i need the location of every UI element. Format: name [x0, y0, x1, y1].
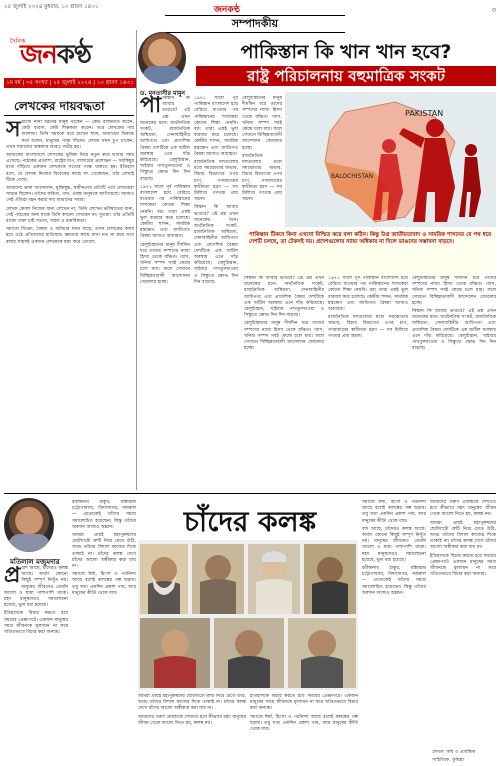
portrait-collage — [138, 540, 358, 690]
left-dropcap: স — [6, 120, 21, 142]
bottom-col-5 — [362, 500, 426, 762]
masthead-title — [20, 34, 91, 78]
masthead-dark: কণ্ঠ — [56, 40, 91, 70]
left-para5: সমাজে বিভেদ, বৈষম্য ও অবিচার যখন বাড়ে, তখন লেখকের কলম হয়ে ওঠে প্রতিবাদের হাতিয়ার। ক্ষমতার কাছে মাথা নত না করে সত্য বলার সাহসই একজন লেখককে মহৎ করে তোলে। — [6, 227, 134, 245]
bottom-dropcap: প্র — [4, 566, 21, 588]
editorial-col3-text: বেলুচিস্তানের মানুষ দীর্ঘদিন ধরে তাদের সম্পদের ন্যায্য হিস্যা থেকে বঞ্চিত। গ্যাস, খনিজ সম্পদ সবই কেন্দ্রে চলে যায়। ফলে সেখানে বিচ্ছিন্নতাবাদী আন্দোলন জোরদার হচ্ছে। — [242, 96, 282, 151]
bottom-col4-text: ইতিহাসকে বিচার করতে হবে সময়ের প্রেক্ষাপটে। একজন মানুষের সমগ্র জীবনকে মূল্যায়ন না করে খণ্ডিতভাবে বিচার করা অন্যায়। — [250, 694, 358, 712]
section-banner — [165, 15, 345, 33]
collage-svg — [138, 540, 358, 690]
masthead-datebar: ১ম বর্ষ | ৩৫ সংখ্যা | ২৫ জুলাই ২০২৪ | ১০ শ্রাবণ ১৪৩১ — [4, 78, 136, 88]
bottom-title: চাঁদের কলঙ্ক — [183, 505, 317, 538]
editorial-col1-extra: ১৯৭১ সালে পূর্ব পাকিস্তান বাংলাদেশ হয়ে বেরিয়ে যাওয়ার পর পাকিস্তানের শাসকেরা কোনো শিক্ষা নেয়নি। বরং তারা একই ভুল বারবার করে চলেছে। কেন্দ্রীয় শাসন, সামরিক হস্তক্ষেপ এবং জাতিগত বৈষম্য আজও অব্যাহত। — [140, 184, 190, 240]
brand-small: জনকণ্ঠ — [214, 5, 240, 15]
map-label-baloch: BALOCHISTAN — [331, 173, 374, 180]
masthead — [4, 32, 126, 76]
editorial-headline: পাকিস্তান কি খান খান হবে? — [240, 41, 452, 63]
bottom-col3-text: আমরা প্রায়ই মহাপুরুষদের ছোটখাটো ত্রুটি নিয়ে মেতে উঠি, অথচ তাঁদের বিশাল কাজের দিকে তাকাই না। চাঁদের কলঙ্ক দেখে চাঁদের আলো অস্বীকার করা যায় না। — [138, 694, 246, 712]
bottom-col-3 — [138, 694, 246, 762]
issue-date: ২৫ জুলাই ২০২৪ বুধবার, ১০ শ্রাবণ ১৪৩১ — [4, 4, 99, 10]
editorial-col2-text: ১৯৭১ সালে পূর্ব পাকিস্তান বাংলাদেশ হয়ে বেরিয়ে যাওয়ার পর পাকিস্তানের শাসকেরা কোনো শিক্ষা নেয়নি। বরং তারা একই ভুল বারবার করে চলেছে। কেন্দ্রীয় শাসন, সামরিক হস্তক্ষেপ এবং জাতিগত বৈষম্য আজও অব্যাহত। — [194, 96, 238, 157]
editorial-subheadline: রাষ্ট্র পরিচালনায় বহুমাত্রিক সংকট — [196, 66, 496, 86]
bottom-col3-extra: আমাদের তরুণ প্রজন্মকে শেখাতে হবে কীভাবে মহৎ মানুষের জীবন থেকে আলো নিতে হয়, কলঙ্ক নয়। — [138, 714, 246, 726]
editorial-col-2 — [194, 96, 238, 486]
map-svg — [285, 92, 496, 227]
editorial-col4-b: বেলুচিস্তানের মানুষ দীর্ঘদিন ধরে তাদের সম্পদের ন্যায্য হিস্যা থেকে বঞ্চিত। গ্যাস, খনিজ সম্পদ সবই কেন্দ্রে চলে যায়। ফলে সেখানে বিচ্ছিন্নতাবাদী আন্দোলন জোরদার হচ্ছে। — [244, 321, 324, 352]
editorial-col6-b: কিস্তান কি আবার ভাঙবে? এই প্রশ্ন এখন অনেকের মনে। অর্থনৈতিক সংকট, রাজনৈতিক অস্থিরতা, সেনাবাহিনীর আধিপত্য এবং প্রাদেশিক বৈষম্য দেশটিকে এক জটিল অবস্থায় এনে দাঁড় করিয়েছে। বেলুচিস্তান, খাইবার পাখতুনখাওয়া ও সিন্ধুতে ক্ষোভ দিন দিন বাড়ছে। — [412, 309, 496, 352]
bottom-signature: লেখক: কবি ও প্রাবন্ধিক — [432, 750, 476, 755]
bottom-col-1 — [4, 566, 68, 762]
editorial-col4-a: কিস্তান কি আবার ভাঙবে? এই প্রশ্ন এখন অনেকের মনে। অর্থনৈতিক সংকট, রাজনৈতিক অস্থিরতা, সেনাবাহিনীর আধিপত্য এবং প্রাদেশিক বৈষম্য দেশটিকে এক জটিল অবস্থায় এনে দাঁড় করিয়েছে। বেলুচিস্তান, খাইবার পাখতুনখাওয়া ও সিন্ধুতে ক্ষোভ দিন দিন বাড়ছে। — [244, 276, 324, 319]
bottom-col2-text: রবীন্দ্রনাথ ঠাকুর, বঙ্কিমচন্দ্র চট্টোপাধ্যায়, বিদ্যাসাগর, নজরুল — প্রত্যেকেই তাঁদের সময়ে সমালোচিত হয়েছেন। কিন্তু তাঁদের অবদান আজও অম্লান। — [72, 500, 136, 530]
editorial-col5-b: রাজনৈতিক দলগুলোর মধ্যে সমঝোতার অভাব, বিচার বিভাগের ওপর চাপ, গণমাধ্যমের স্বাধীনতা হরণ — সব মিলিয়ে গণতন্ত্র প্রায় অচল। — [328, 315, 408, 339]
editorial-pullquote: পাকিস্তান টিকবে কিনা এখনো নিশ্চিত করে বলা কঠিন। কিন্তু উগ্র জাতীয়তাবাদ ও সামরিক শাসনের যে পথ ধরে দেশটি চলছে, তা টেকসই নয়। প্রদেশগুলোর ন্যায্য অধিকার না দিলে ভাঙনের সম্ভাবনা বাড়বে। — [245, 230, 495, 273]
section-divider — [4, 493, 496, 494]
left-heading — [4, 95, 134, 116]
editorial-col-1 — [140, 96, 190, 486]
bottom-col-6 — [430, 500, 496, 746]
left-column — [6, 120, 134, 492]
editorial-col3-extra: রাজনৈতিক দলগুলোর মধ্যে সমঝোতার অভাব, বিচার বিভাগের ওপর চাপ, গণমাধ্যমের স্বাধীনতা হরণ — সব মিলিয়ে গণতন্ত্র প্রায় অচল। — [242, 153, 282, 203]
bottom-col1-extra: ইতিহাসকে বিচার করতে হবে সময়ের প্রেক্ষাপটে। একজন মানুষের সমগ্র জীবনকে মূল্যায়ন না করে খণ্ডিতভাবে বিচার করা অন্যায়। — [4, 611, 68, 636]
bottom-col2-extra: আমরা প্রায়ই মহাপুরুষদের ছোটখাটো ত্রুটি নিয়ে মেতে উঠি, অথচ তাঁদের বিশাল কাজের দিকে তাকাই না। চাঁদের কলঙ্ক দেখে চাঁদের আলো অস্বীকার করা যায় না। — [72, 533, 136, 570]
bottom-col4-extra: সমাজে ঈর্ষা, হিংসা ও পরনিন্দা আছে বলেই কলঙ্কের গল্প ছড়ায়। তবু সত্য একদিন প্রকাশ পায়, আর মানুষের কীর্তি থেকে যায়। — [250, 714, 358, 733]
bottom-col6-text: আমাদের তরুণ প্রজন্মকে শেখাতে হবে কীভাবে মহৎ মানুষের জীবন থেকে আলো নিতে হয়, কলঙ্ক নয়। — [430, 500, 496, 518]
bottom-col5-extra: বাদ আছে, চাঁদেরও কলঙ্ক আছে। অর্থাৎ কোনো কিছুই সম্পূর্ণ নিখুঁত নয়। মানুষের জীবনেও তেমনি আলো ও ছায়া পাশাপাশি থাকে। মহৎ মানুষদেরও সমালোচনা হয়েছে, ভুল ধরা হয়েছে। — [362, 526, 426, 563]
top-bar — [4, 2, 496, 14]
bottom-author: মতিলাল মজুমদার — [10, 558, 60, 566]
bottom-col6-extra: আমরা প্রায়ই মহাপুরুষদের ছোটখাটো ত্রুটি নিয়ে মেতে উঠি, অথচ তাঁদের বিশাল কাজের দিকে তাকাই না। চাঁদের কলঙ্ক দেখে চাঁদের আলো অস্বীকার করা যায় না। — [430, 520, 496, 551]
bottom-author-photo — [4, 498, 54, 552]
bottom-col1-text: বাদ আছে, চাঁদেরও কলঙ্ক আছে। অর্থাৎ কোনো কিছুই সম্পূর্ণ নিখুঁত নয়। মানুষের জীবনেও তেমনি আলো ও ছায়া পাশাপাশি থাকে। মহৎ মানুষদেরও সমালোচনা হয়েছে, ভুল ধরা হয়েছে। — [4, 566, 68, 609]
editorial-col5-a: ১৯৭১ সালে পূর্ব পাকিস্তান বাংলাদেশ হয়ে বেরিয়ে যাওয়ার পর পাকিস্তানের শাসকেরা কোনো শিক্ষা নেয়নি। বরং তারা একই ভুল বারবার করে চলেছে। কেন্দ্রীয় শাসন, সামরিক হস্তক্ষেপ এবং জাতিগত বৈষম্য আজও অব্যাহত। — [328, 276, 408, 313]
bottom-col-2 — [72, 500, 136, 762]
section-label: সম্পাদকীয় — [231, 17, 279, 30]
left-para2: আজকের বাংলাদেশে লেখকের ভূমিকা নিয়ে নতুন করে ভাবার সময় এসেছে। পাঠকের প্রত্যাশা, রাষ্ট্রের চাপ, বাজারের প্রলোভন — সবকিছুর মধ্যে দাঁড়িয়ে একজন লেখককে সত্যের পক্ষে থাকতে হয়। ইতিহাস বলে, যে লেখক নিজের বিবেকের কাছে সৎ থেকেছেন, তাঁর লেখাই টিকে গেছে। — [6, 153, 134, 183]
left-para1: মাজে নানা ধরনের মানুষ থাকেন — কেউ রাজনীতি করেন, কেউ ব্যবসা, কেউ শিক্ষকতা করেন। তবে লেখকের দায় আলাদা। তিনি সময়কে ধরে রাখেন শব্দে, অন্যায়ের বিরুদ্ধে কথা বলেন, মানুষের পক্ষে দাঁড়ান। লেখক যখন চুপ থাকেন, তখন সমাজের অন্ধকার আরও গভীর হয়। — [6, 120, 134, 150]
masthead-red: জন — [20, 40, 57, 70]
column-divider — [136, 30, 137, 490]
editorial-col6-a: বেলুচিস্তানের মানুষ দীর্ঘদিন ধরে তাদের সম্পদের ন্যায্য হিস্যা থেকে বঞ্চিত। গ্যাস, খনিজ সম্পদ সবই কেন্দ্রে চলে যায়। ফলে সেখানে বিচ্ছিন্নতাবাদী আন্দোলন জোরদার হচ্ছে। — [412, 276, 496, 306]
editorial-col2-extra: রাজনৈতিক দলগুলোর মধ্যে সমঝোতার অভাব, বিচার বিভাগের ওপর চাপ, গণমাধ্যমের স্বাধীনতা হরণ — সব মিলিয়ে গণতন্ত্র প্রায় অচল। — [194, 160, 238, 203]
editorial-col1-extra2: বেলুচিস্তানের মানুষ দীর্ঘদিন ধরে তাদের সম্পদের ন্যায্য হিস্যা থেকে বঞ্চিত। গ্যাস, খনিজ সম্পদ সবই কেন্দ্রে চলে যায়। ফলে সেখানে বিচ্ছিন্নতাবাদী আন্দোলন জোরদার হচ্ছে। — [140, 242, 190, 285]
editorial-col-6 — [412, 276, 496, 488]
editorial-col2-extra2: কিস্তান কি আবার ভাঙবে? এই প্রশ্ন এখন অনেকের মনে। অর্থনৈতিক সংকট, রাজনৈতিক অস্থিরতা, সেনাবাহিনীর আধিপত্য এবং প্রাদেশিক বৈষম্য দেশটিকে এক জটিল অবস্থায় এনে দাঁড় করিয়েছে। বেলুচিস্তান, খাইবার পাখতুনখাওয়া ও সিন্ধুতে ক্ষোভ দিন দিন বাড়ছে। — [194, 205, 238, 285]
bottom-col5-extra2: রবীন্দ্রনাথ ঠাকুর, বঙ্কিমচন্দ্র চট্টোপাধ্যায়, বিদ্যাসাগর, নজরুল — প্রত্যেকেই তাঁদের সময়ে সমালোচিত হয়েছেন। কিন্তু তাঁদের অবদান আজও অম্লান। — [362, 566, 426, 596]
bottom-col2-extra2: সমাজে ঈর্ষা, হিংসা ও পরনিন্দা আছে বলেই কলঙ্কের গল্প ছড়ায়। তবু সত্য একদিন প্রকাশ পায়, আর মানুষের কীর্তি থেকে যায়। — [72, 572, 136, 596]
editorial-author: ড. মুনতাসীর মামুন — [140, 90, 185, 97]
left-para4: লেখক কেবল নিজের জন্য লেখেন না; তিনি লেখেন ভবিষ্যতের জন্য, সেই পাঠকের জন্য যাকে তিনি কখনো দেখবেন না। সুতরাং তাঁর প্রতিটি বাক্যে থাকা চাই সততা, সাহস ও মানবিকতা। — [6, 206, 134, 225]
bottom-col5-text: সমাজে ঈর্ষা, হিংসা ও পরনিন্দা আছে বলেই কলঙ্কের গল্প ছড়ায়। তবু সত্য একদিন প্রকাশ পায়, আর মানুষের কীর্তি থেকে যায়। — [362, 500, 426, 524]
bottom-col6-extra2: ইতিহাসকে বিচার করতে হবে সময়ের প্রেক্ষাপটে। একজন মানুষের সমগ্র জীবনকে মূল্যায়ন না করে খণ্ডিতভাবে বিচার করা অন্যায়। — [430, 553, 496, 578]
left-para3: আমাদের ভাষা আন্দোলন, মুক্তিযুদ্ধ, স্বাধীনতার প্রতিটি পর্বে লেখকেরা সামনে ছিলেন। তাঁদের কবিতা, গান, প্রবন্ধ মানুষকে জাগিয়েছে। আজও সেই ঐতিহ্য বহন করার দায় আমাদের সবার। — [6, 186, 134, 204]
pakistan-map-illustration — [285, 92, 496, 227]
page-number: ৩ — [491, 6, 496, 14]
left-heading-text: লেখকের দায়বদ্ধতা — [14, 99, 105, 113]
editorial-col-5 — [328, 276, 408, 488]
masthead-small: দৈনিক — [10, 38, 26, 45]
bottom-signature-2: সাহিত্যিক, কুমিল্লা — [432, 758, 464, 763]
editorial-col-4 — [244, 276, 324, 488]
bottom-col-4 — [250, 694, 358, 762]
editorial-col1-text: কিস্তান কি আবার ভাঙবে? এই প্রশ্ন এখন অনেকের মনে। অর্থনৈতিক সংকট, রাজনৈতিক অস্থিরতা, সেনাবাহিনীর আধিপত্য এবং প্রাদেশিক বৈষম্য দেশটিকে এক জটিল অবস্থায় এনে দাঁড় করিয়েছে। বেলুচিস্তান, খাইবার পাখতুনখাওয়া ও সিন্ধুতে ক্ষোভ দিন দিন বাড়ছে। — [140, 96, 190, 182]
editorial-col-3 — [242, 96, 282, 226]
editorial-dropcap: পা — [140, 96, 162, 118]
author-photo — [138, 32, 186, 84]
map-label-pakistan: PAKISTAN — [405, 109, 444, 118]
